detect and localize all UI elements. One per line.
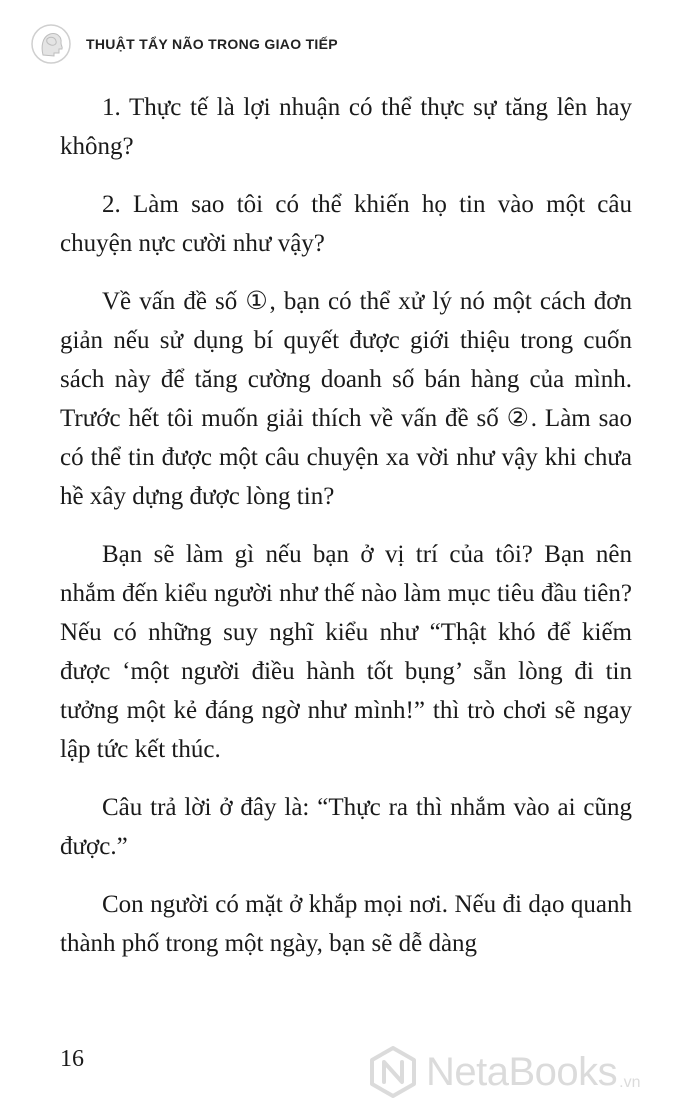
paragraph: 2. Làm sao tôi có thể khiến họ tin vào một câu chuyện nực cười như vậy? [60, 191, 632, 257]
watermark-brand: NetaBooks [426, 1049, 618, 1094]
paragraph: Con người có mặt ở khắp mọi nơi. Nếu đi dạo quanh thành phố trong một ngày, bạn sẽ dễ dàng [60, 891, 632, 957]
paragraph: Về vấn đề số ①, bạn có thể xử lý nó một cách đơn giản nếu sử dụng bí quyết được giới thiệu trong cuốn sách này để tăng cường doanh số bán hàng của mình. Trước hết tôi muốn giải thích về vấn đề số ②. Làm sao có thể tin được một câu chuyện xa vời như vậy khi chưa hề xây dựng được lòng tin? [60, 288, 632, 510]
running-header [30, 22, 338, 66]
paragraph: Bạn sẽ làm gì nếu bạn ở vị trí của tôi? Bạn nên nhắm đến kiểu người như thế nào làm mục tiêu đầu tiên? Nếu có những suy nghĩ kiểu như “Thật khó để kiếm được ‘một người điều hành tốt bụng’ sẵn lòng đi tin tưởng một kẻ đáng ngờ như mình!” thì trò chơi sẽ ngay lập tức kết thúc. [60, 541, 632, 763]
watermark [366, 1044, 641, 1100]
watermark-suffix: .vn [619, 1074, 641, 1091]
netabooks-logo-icon [366, 1045, 420, 1099]
header-title: THUẬT TẨY NÃO TRONG GIAO TIẾP [86, 36, 338, 52]
paragraph: Câu trả lời ở đây là: “Thực ra thì nhắm vào ai cũng được.” [60, 794, 632, 860]
head-profile-icon [30, 23, 72, 65]
page-number: 16 [60, 1046, 84, 1072]
body-text [60, 88, 632, 963]
paragraph: 1. Thực tế là lợi nhuận có thể thực sự tăng lên hay không? [60, 94, 632, 160]
